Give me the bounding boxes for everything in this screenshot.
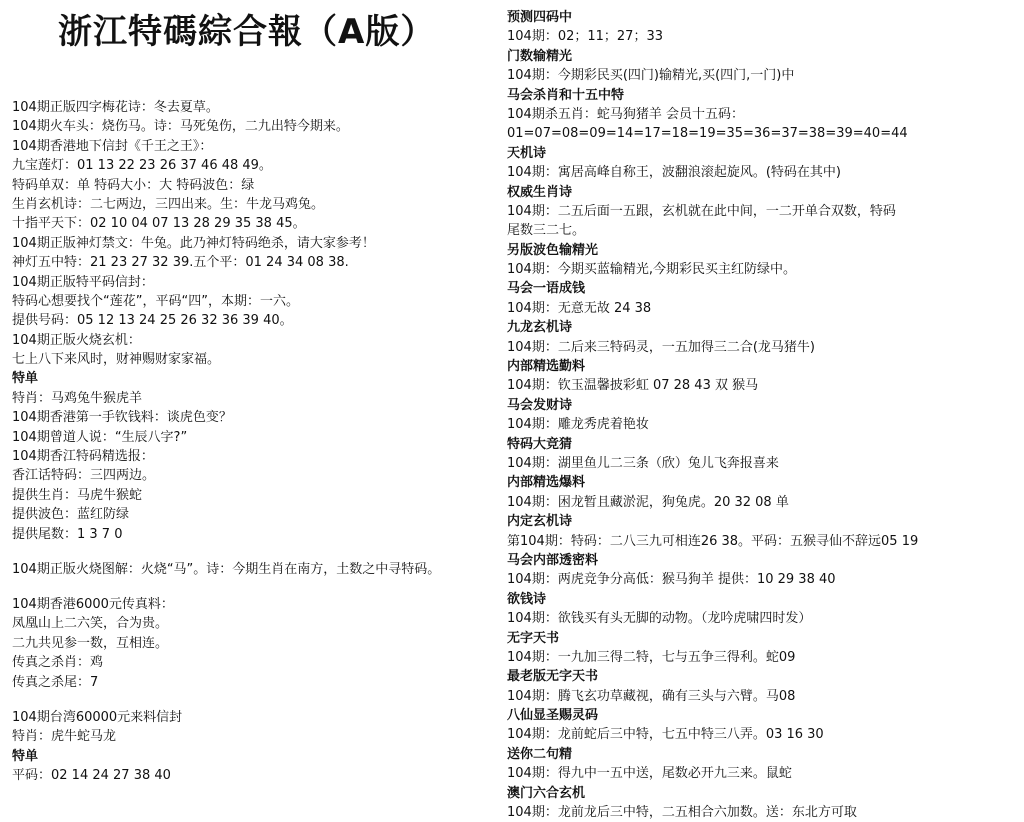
text-line: 生肖玄机诗：二七两边，三四出来。生：牛龙马鸡兔。 [12,196,325,212]
text-line: 尾数三二七。 [507,223,586,239]
text-line: 104期：二五后面一五跟，玄机就在此中间，一二开单合双数，特码 [507,203,896,219]
text-line: 104期：腾飞玄功草藏视，确有三头与六臂。马08 [507,688,796,704]
text-line: 特码单双：单 特码大小：大 特码波色：绿 [12,177,255,193]
section-heading: 九龙玄机诗 [507,320,573,336]
section-heading: 最老版无字天书 [507,669,599,685]
section-heading: 马会内部透密料 [507,552,599,568]
page-title: 浙江特碼綜合報（A版） [58,12,436,52]
text-line: 104期正版四字梅花诗：冬去夏草。 [12,100,219,115]
text-line: 神灯五中特：21 23 27 32 39.五个平：01 24 34 08 38. [12,255,349,271]
section-heading: 八仙显圣赐灵码 [507,708,599,724]
text-line: 104期正版火烧玄机： [12,332,141,348]
left-column [12,98,504,786]
text-line: 104期：得九中一五中送，尾数必开九三来。鼠蛇 [507,766,792,782]
text-line: 104期：欲钱买有头无脚的动物。（龙吟虎啸四时发） [507,611,812,627]
text-line: 104期：寓居高峰自称王，波翻浪滚起旋风。(特码在其中) [507,165,841,181]
text-line: 提供号码：05 12 13 24 25 26 32 36 39 40。 [12,313,293,329]
text-line: 104期：02；11；27；33 [507,29,663,45]
text-line: 104期杀五肖：蛇马狗猪羊 会员十五码： [507,106,744,122]
text-line: 第104期：特码：二八三九可相连26 38。平码：五猴寻仙不辞远05 19 [507,533,919,549]
text-line: 提供生肖：马虎牛猴蛇 [12,487,143,503]
section-heading: 天机诗 [507,145,547,161]
text-line: 104期正版神灯禁文：牛兔。此乃神灯特码绝杀，请大家参考！ [12,235,375,251]
section-heading: 欲钱诗 [507,591,547,607]
section-heading: 内部精选勤料 [507,359,586,375]
text-line: 提供波色：蓝红防绿 [12,507,130,523]
section-heading: 权威生肖诗 [507,184,573,200]
section-heading: 预测四码中 [507,10,573,25]
spacer [12,579,504,595]
section-heading: 特单 [12,371,39,387]
spacer [12,692,504,708]
section-heading: 马会一语成钱 [507,281,586,297]
text-line: 二九共见参一数，互相连。 [12,635,169,651]
text-line: 十指平天下：02 10 04 07 13 28 29 35 38 45。 [12,216,306,232]
section-heading: 无字天书 [507,630,560,646]
right-column [507,8,1019,822]
text-line: 九宝莲灯：01 13 22 23 26 37 46 48 49。 [12,158,272,174]
text-line: 104期：今期买蓝输精光,今期彩民买主红防绿中。 [507,262,796,278]
text-line: 特码心想要找个“莲花”，平码“四”，本期：一六。 [12,293,299,309]
text-line: 提供尾数：1 3 7 0 [12,526,123,542]
section-heading: 另版波色输精光 [507,242,599,258]
section-heading: 特单 [12,748,39,764]
text-line: 104期：龙前蛇后三中特，七五中特三八弄。03 16 30 [507,727,824,743]
section-heading: 门数输精光 [507,48,573,64]
section-heading: 特码大竞猜 [507,436,573,452]
text-line: 104期香港地下信封《千王之王》： [12,138,213,154]
text-line: 01=07=08=09=14=17=18=19=35=36=37=38=39=40=44 [507,126,908,142]
spacer [12,544,504,560]
text-line: 香江话特码：三四两边。 [12,468,156,484]
text-line: 104期火车头：烧伤马。诗：马死兔伤，二九出特今期来。 [12,119,349,135]
text-line: 104期：困龙暂且藏淤泥，狗兔虎。20 32 08 单 [507,494,789,510]
text-line: 104期正版火烧图解：火烧“马”。诗：今期生肖在南方，土数之中寻特码。 [12,561,441,577]
text-line: 104期：一九加三得二特，七与五争三得利。蛇09 [507,649,796,665]
text-line: 104期香港第一手钦钱料：谈虎色变？ [12,410,232,426]
section-heading: 马会杀肖和十五中特 [507,87,625,103]
text-line: 104期：两虎竞争分高低：猴马狗羊 提供：10 29 38 40 [507,572,836,588]
text-line: 104期：钦玉温馨披彩虹 07 28 43 双 猴马 [507,378,759,394]
text-line: 104期正版特平码信封： [12,274,154,290]
text-line: 平码：02 14 24 27 38 40 [12,768,171,784]
text-line: 104期：龙前龙后三中特，二五相合六加数。送：东北方可取 [507,805,857,821]
text-line: 104期：无意无故 24 38 [507,300,652,316]
text-line: 特肖：马鸡兔牛猴虎羊 [12,390,143,406]
section-heading: 澳门六合玄机 [507,785,586,801]
section-heading: 内部精选爆料 [507,475,586,491]
text-line: 七上八下来风时，财神赐财家家福。 [12,352,221,368]
text-line: 104期曾道人说：“生辰八字?” [12,429,188,445]
text-line: 104期：雕龙秀虎着艳妆 [507,417,649,433]
section-heading: 马会发财诗 [507,397,573,413]
text-line: 104期：湖里鱼儿二三条（欣）兔儿飞奔报喜来 [507,455,779,471]
text-line: 凤凰山上二六笑，合为贵。 [12,616,169,632]
text-line: 104期：今期彩民买(四门)输精光,买(四门,一门)中 [507,68,795,84]
text-line: 104期香港6000元传真料： [12,596,174,612]
text-line: 传真之杀肖：鸡 [12,655,104,671]
text-line: 104期：二后来三特码灵，一五加得三二合(龙马猪牛) [507,339,815,355]
text-line: 特肖：虎牛蛇马龙 [12,729,117,745]
section-heading: 内定玄机诗 [507,514,573,530]
text-line: 104期台湾60000元来料信封 [12,709,183,725]
section-heading: 送你二句精 [507,746,573,762]
text-line: 传真之杀尾：7 [12,674,99,690]
text-line: 104期香江特码精选报： [12,449,154,465]
